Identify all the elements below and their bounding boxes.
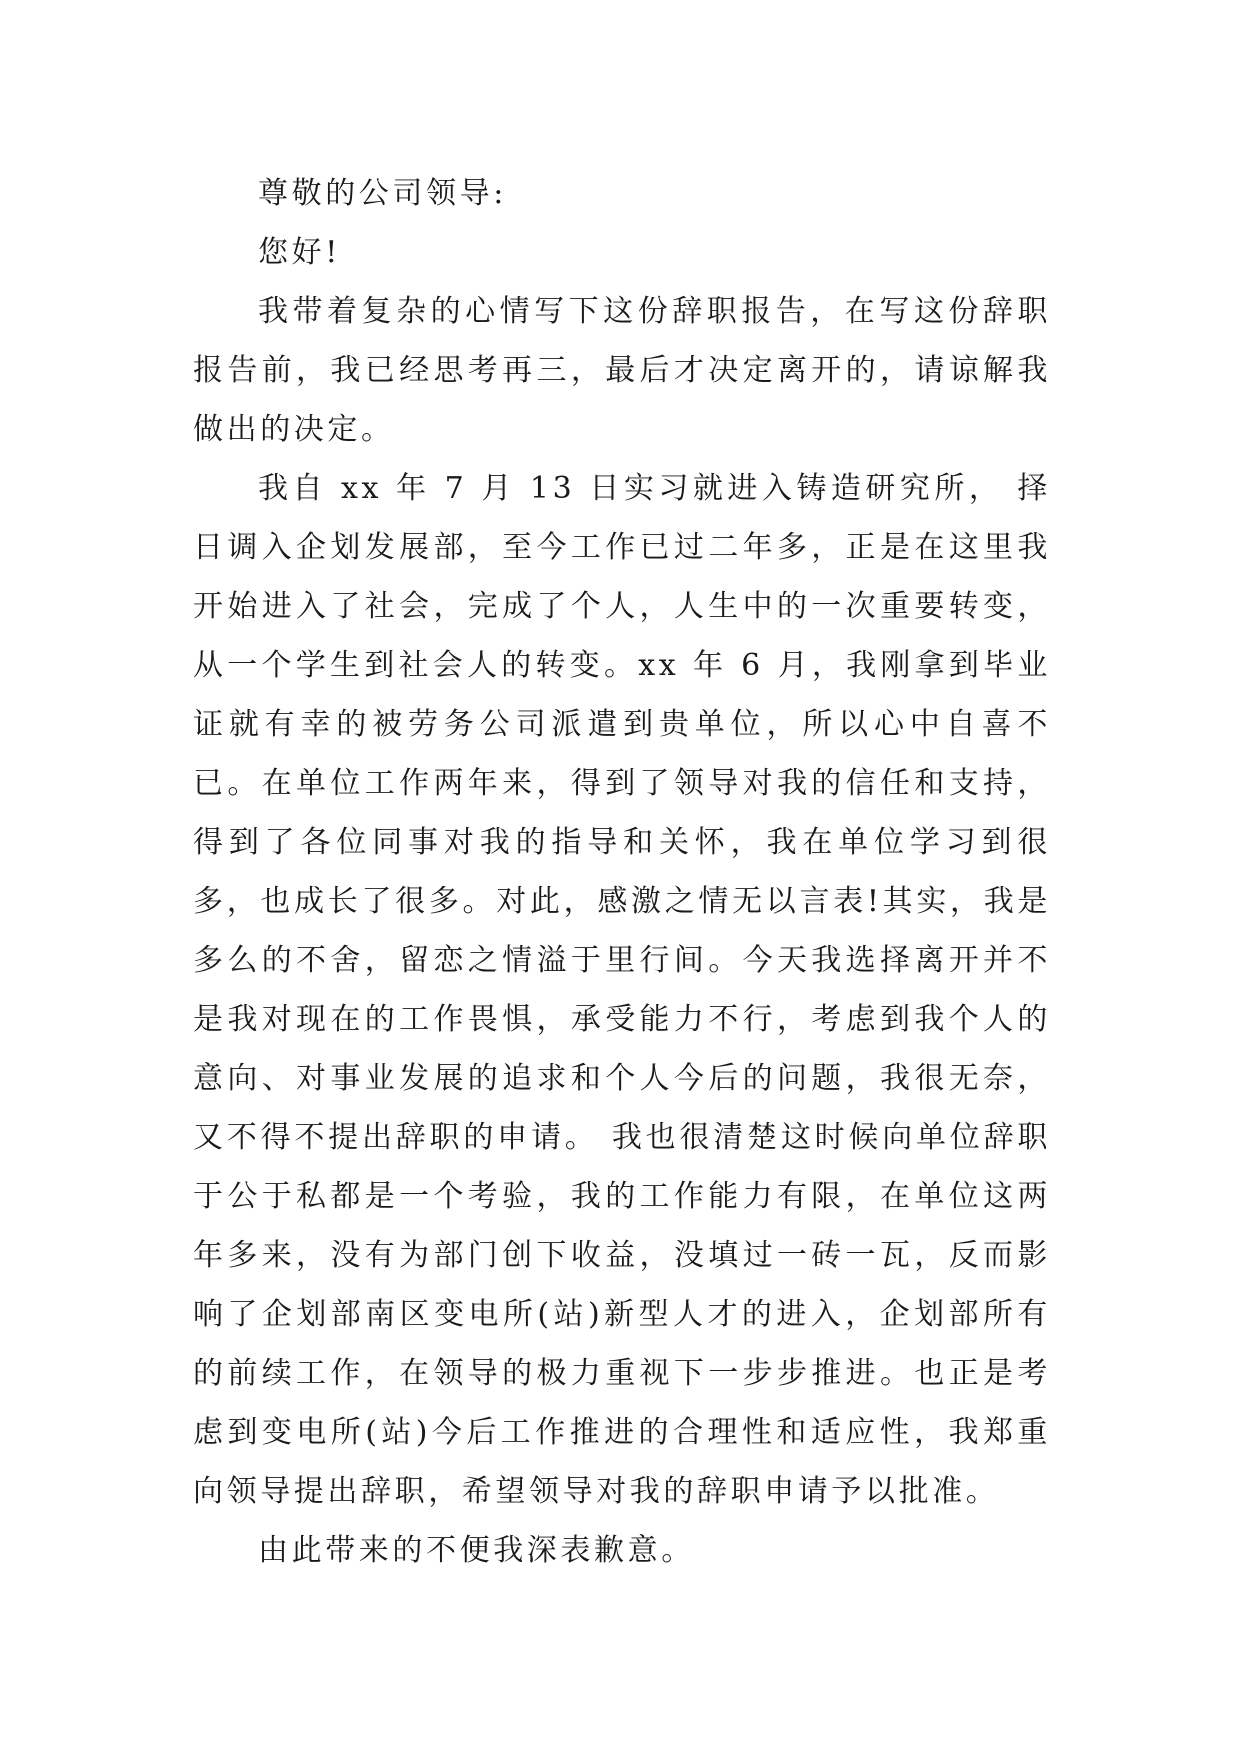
letter-body [193, 164, 1051, 1580]
salutation: 尊敬的公司领导: [258, 176, 507, 211]
paragraph-main: 我自 xx 年 7 月 13 日实习就进入铸造研究所， 择日调入企划发展部，至今工作已过二年多，正是在这里我开始进入了社会，完成了个人，人生中的一次重要转变，从一个学生到社会人的转变。xx 年 6 月，我刚拿到毕业证就有幸的被劳务公司派遣到贵单位，所以心中自喜不已。在单位工作两年来，得到了领导对我的信任和支持，得到了各位同事对我的指导和关怀，我在单位学习到很多，也成长了很多。对此，感激之情无以言表!其实，我是多么的不舍，留恋之情溢于里行间。今天我选择离开并不是我对现在的工作畏惧，承受能力不行，考虑到我个人的意向、对事业发展的追求和个人今后的问题，我很无奈，又不得不提出辞职的申请。 我也很清楚这时候向单位辞职于公于私都是一个考验，我的工作能力有限，在单位这两年多来，没有为部门创下收益，没填过一砖一瓦，反而影响了企划部南区变电所(站)新型人才的进入，企划部所有的前续工作，在领导的极力重视下一步步推进。也正是考虑到变电所(站)今后工作推进的合理性和适应性，我郑重向领导提出辞职，希望领导对我的辞职申请予以批准。 [193, 471, 1051, 1509]
paragraph-apology: 由此带来的不便我深表歉意。 [258, 1533, 695, 1568]
paragraph-intro: 我带着复杂的心情写下这份辞职报告，在写这份辞职报告前，我已经思考再三，最后才决定离开的，请谅解我做出的决定。 [193, 294, 1051, 447]
greeting: 您好! [258, 235, 341, 270]
